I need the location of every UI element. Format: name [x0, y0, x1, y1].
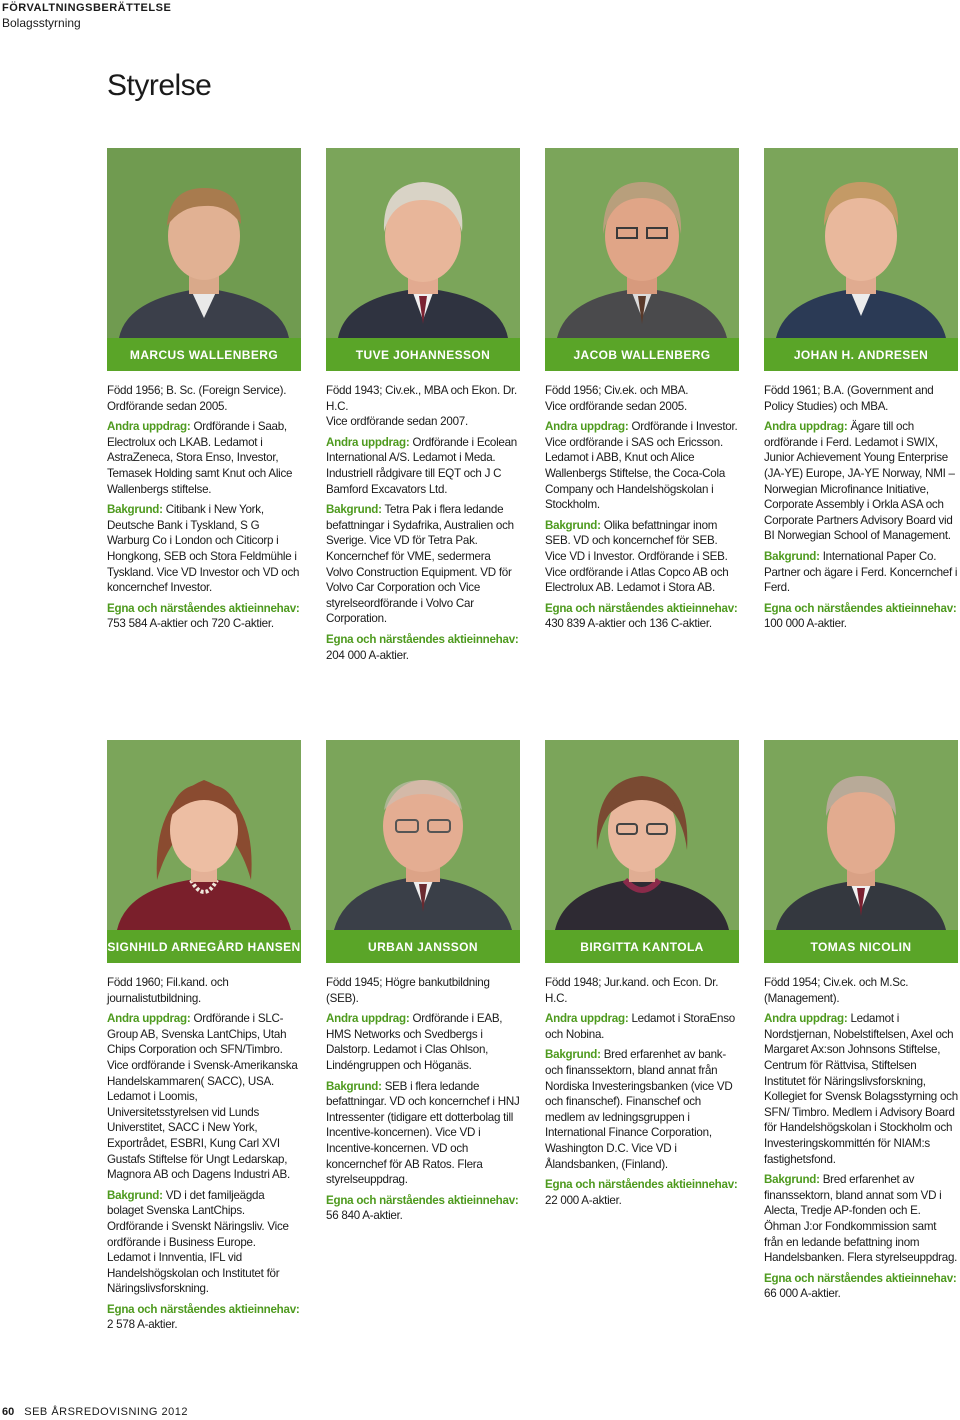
running-header [2, 1, 171, 31]
label-egna: Egna och närståendes aktieinnehav: [326, 1193, 519, 1207]
shareholding: 22 000 A-aktier. [545, 1193, 622, 1207]
shareholding: 204 000 A-aktier. [326, 648, 409, 662]
label-andra: Andra uppdrag: [107, 1012, 191, 1026]
publication-name: SEB ÅRSREDOVISNING 2012 [24, 1406, 188, 1418]
board-member-card [764, 740, 958, 1307]
board-member-card [764, 148, 958, 637]
board-role: Vice ordförande sedan 2005. [545, 399, 687, 413]
member-name: TUVE JOHANNESSON [326, 338, 520, 371]
background: Tetra Pak i flera ledande befattningar i Sydafrika, Australien och Sverige. Vice VD för Tetra Pak. Koncernchef för VME, sedermera Volvo Construction Equipment. VD för Volvo Car Corporation och Vice styrelseordförande i Volvo Car Corporation. [326, 503, 514, 626]
label-bakgrund: Bakgrund: [326, 1079, 382, 1093]
portrait-photo [107, 148, 301, 338]
other-assignments: Ordförande i EAB, HMS Networks och Svedbergs i Dalstorp. Ledamot i Clas Ohlson, Lindéngruppen och Höganäs. [326, 1012, 503, 1072]
other-assignments: Ordförande i Ecolean International A/S. Ledamot i Meda. Industriell rådgivare till EQT och J C Bamford Excavators Ltd. [326, 435, 518, 496]
label-bakgrund: Bakgrund: [107, 503, 163, 517]
board-member-card [545, 740, 739, 1213]
page-footer [2, 1405, 188, 1419]
label-andra: Andra uppdrag: [326, 1012, 410, 1026]
shareholding: 66 000 A-aktier. [764, 1287, 841, 1301]
member-bio [107, 383, 301, 632]
label-egna: Egna och närståendes aktieinnehav: [545, 1178, 738, 1192]
board-role: Ordförande sedan 2005. [107, 399, 228, 413]
shareholding: 56 840 A-aktier. [326, 1209, 403, 1223]
birth-education: Född 1954; Civ.ek. och M.Sc. (Management). [764, 976, 909, 1005]
member-name: JOHAN H. ANDRESEN [764, 338, 958, 371]
portrait-photo [764, 740, 958, 930]
background: Bred erfarenhet av finanssektorn, bland annat som VD i Alecta, Tredje AP-fonden och E. Öhman J:or Fondkommission samt från en ledande befattning inom Handelsbanken. Flera styrelseuppdrag. [764, 1173, 958, 1265]
label-bakgrund: Bakgrund: [545, 1048, 601, 1062]
background: International Paper Co. Partner och ägare i Ferd. Koncernchef i Ferd. [764, 549, 958, 595]
shareholding: 100 000 A-aktier. [764, 617, 847, 631]
other-assignments: Ledamot i Nordstjernan, Nobelstiftelsen, Axel och Margaret Ax:son Johnsons Stiftelse, Centrum för Rättvisa, Stiftelsen Institutet för Näringslivsforskning, Kollegiet for Svensk Bolagsstyrning och SFN/ Timbro. Medlem i Advisory Board för Handelshögskolan i Stockholm och Investeringskommittén för NIAM:s fastighetsfond. [764, 1012, 958, 1166]
label-andra: Andra uppdrag: [764, 1012, 848, 1026]
label-egna: Egna och närståendes aktieinnehav: [107, 601, 300, 615]
shareholding: 430 839 A-aktier och 136 C-aktier. [545, 617, 712, 631]
member-bio [326, 383, 520, 663]
label-egna: Egna och närståendes aktieinnehav: [764, 1271, 957, 1285]
label-bakgrund: Bakgrund: [107, 1188, 163, 1202]
portrait-photo [545, 148, 739, 338]
other-assignments: Ordförande i Saab, Electrolux och LKAB. Ledamot i AstraZeneca, Stora Enso, Investor, Temasek Holding samt Knut och Alice Wallenbergs stiftelse. [107, 420, 293, 496]
board-member-card [107, 148, 301, 637]
member-bio [545, 383, 739, 632]
subsection-title: Bolagsstyrning [2, 16, 81, 30]
member-bio [545, 975, 739, 1208]
page-title: Styrelse [107, 69, 212, 102]
portrait-photo [326, 148, 520, 338]
other-assignments: Ordförande i Investor. Vice ordförande i SAS och Ericsson. Ledamot i ABB, Knut och Alice Wallenbergs Stiftelse, the Coca-Cola Company och Handelshögskolan i Stockholm. [545, 420, 738, 512]
label-egna: Egna och närståendes aktieinnehav: [326, 632, 519, 646]
label-andra: Andra uppdrag: [764, 420, 848, 434]
other-assignments: Ordförande i SLC-Group AB, Svenska LantChips, Utah Chips Corporation och SFN/Timbro. Vice ordförande i Svensk-Amerikanska Handelskammaren( SACC), USA. Ledamot i Loomis, Universitetsstyrelsen vid Lunds Universtitet, SACC i New York, Exportrådet, ESBRI, Kung Carl XVI Gustafs Stiftelse för Ungt Ledarskap, Magnora AB och Dagens Industri AB. [107, 1012, 298, 1182]
portrait-photo [545, 740, 739, 930]
board-member-card [545, 148, 739, 637]
board-member-card [107, 740, 301, 1338]
label-egna: Egna och närståendes aktieinnehav: [107, 1302, 300, 1316]
birth-education: Född 1960; Fil.kand. och journalistutbildning. [107, 976, 229, 1005]
label-egna: Egna och närståendes aktieinnehav: [545, 601, 738, 615]
page-number: 60 [2, 1406, 15, 1418]
birth-education: Född 1961; B.A. (Government and Policy Studies) och MBA. [764, 384, 934, 413]
label-andra: Andra uppdrag: [326, 435, 410, 449]
label-bakgrund: Bakgrund: [545, 518, 601, 532]
label-egna: Egna och närståendes aktieinnehav: [764, 601, 957, 615]
background: Olika befattningar inom SEB. VD och koncernchef för SEB. Vice VD i Investor. Ordförande i SEB. Vice ordförande i Atlas Copco AB och Electrolux AB. Ledamot i Stora AB. [545, 518, 729, 595]
member-name: URBAN JANSSON [326, 930, 520, 963]
birth-education: Född 1943; Civ.ek., MBA och Ekon. Dr. H.C. [326, 384, 517, 413]
board-role: Vice ordförande sedan 2007. [326, 415, 468, 429]
birth-education: Född 1956; Civ.ek. och MBA. [545, 384, 689, 397]
member-name: TOMAS NICOLIN [764, 930, 958, 963]
birth-education: Född 1956; B. Sc. (Foreign Service). [107, 384, 287, 397]
label-andra: Andra uppdrag: [545, 420, 629, 434]
board-member-card [326, 148, 520, 668]
background: SEB i flera ledande befattningar. VD och koncernchef i HNJ Intressenter (tidigare ett dotterbolag till Incentive-koncernen). Vice VD i Incentive-koncernen. VD och koncernchef för AB Ratos. Flera styrelseuppdrag. [326, 1079, 520, 1187]
portrait-photo [326, 740, 520, 930]
member-bio [764, 975, 958, 1302]
portrait-photo [107, 740, 301, 930]
background: VD i det familjeägda bolaget Svenska LantChips. Ordförande i Svenskt Näringsliv. Vice ordförande i Business Europe. Ledamot i Innventia, IFL vid Handelshögskolan och Institutet för Näringslivsforskning. [107, 1188, 289, 1296]
member-name: MARCUS WALLENBERG [107, 338, 301, 371]
shareholding: 753 584 A-aktier och 720 C-aktier. [107, 617, 274, 631]
birth-education: Född 1945; Högre bankutbildning (SEB). [326, 976, 490, 1005]
label-andra: Andra uppdrag: [545, 1012, 629, 1026]
shareholding: 2 578 A-aktier. [107, 1318, 178, 1332]
member-bio [107, 975, 301, 1333]
member-name: JACOB WALLENBERG [545, 338, 739, 371]
board-member-card [326, 740, 520, 1229]
other-assignments: Ägare till och ordförande i Ferd. Ledamot i SWIX, Junior Achievement Young Enterprise (JA-YE) Europe, JA-YE Norway, NMI – Norwegian Microfinance Initiative, Corporate Assembly i Orkla ASA och Corporate Partners Advisory Board vid BI Norwegian School of Management. [764, 420, 955, 543]
member-bio [764, 383, 958, 632]
member-name: BIRGITTA KANTOLA [545, 930, 739, 963]
label-bakgrund: Bakgrund: [764, 1173, 820, 1187]
label-andra: Andra uppdrag: [107, 420, 191, 434]
section-title: FÖRVALTNINGSBERÄTTELSE [2, 2, 172, 14]
label-bakgrund: Bakgrund: [764, 549, 820, 563]
birth-education: Född 1948; Jur.kand. och Econ. Dr. H.C. [545, 976, 719, 1005]
background: Citibank i New York, Deutsche Bank i Tyskland, S G Warburg Co i London och Citicorp i Hongkong, SEB och Stora Feldmühle i Tyskland. Vice VD Investor och VD och koncernchef Investor. [107, 503, 300, 595]
label-bakgrund: Bakgrund: [326, 503, 382, 517]
background: Bred erfarenhet av bank- och finanssektorn, bland annat från Nordiska Investeringsbanken (vice VD och finanschef). Finanschef och medlem av ledningsgruppen i International Finance Corporation, Washington D.C. Vice VD i Ålandsbanken, (Finland). [545, 1048, 733, 1171]
member-name: SIGNHILD ARNEGÅRD HANSEN [107, 930, 301, 963]
other-assignments: Ledamot i StoraEnso och Nobina. [545, 1012, 735, 1041]
member-bio [326, 975, 520, 1224]
portrait-photo [764, 148, 958, 338]
